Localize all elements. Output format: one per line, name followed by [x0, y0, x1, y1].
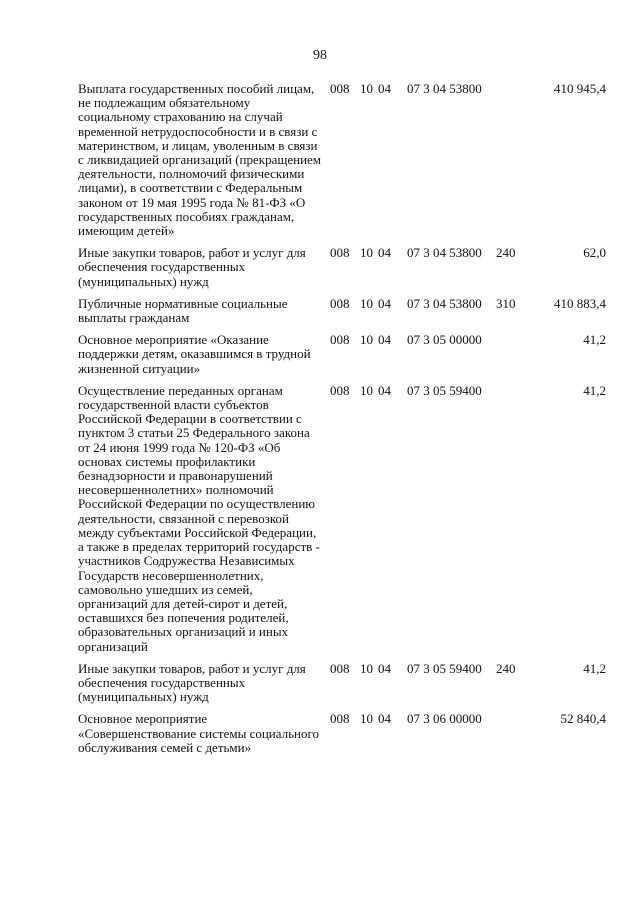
row-description: Выплата государственных пособий лицам, не подлежащим обязательному социальному страхованию на случай временной нетрудоспособности и в связи с материнством, и лицам, уволенным в связи с ликвидацией организаций (прекращением деятельности, полномочий физическими лицами), в соответствии с Федеральным законом от 19 мая 1995 года № 81-ФЗ «О государственных пособиях гражданам, имеющим детей» — [78, 81, 322, 239]
row-subsection-code: 04 — [378, 245, 391, 261]
row-subsection-code: 04 — [378, 295, 391, 311]
row-target-article: 07 3 05 00000 — [407, 332, 482, 348]
row-department-code: 008 — [330, 660, 350, 676]
row-target-article: 07 3 05 59400 — [407, 660, 482, 676]
table-row — [0, 712, 640, 755]
table-row — [0, 333, 640, 376]
row-target-article: 07 3 06 00000 — [407, 711, 482, 727]
row-department-code: 008 — [330, 245, 350, 261]
row-amount: 41,2 — [583, 660, 606, 676]
table-row — [0, 297, 640, 325]
row-expense-type: 310 — [496, 295, 516, 311]
row-expense-type: 240 — [496, 245, 516, 261]
row-subsection-code: 04 — [378, 382, 391, 398]
row-department-code: 008 — [330, 711, 350, 727]
row-target-article: 07 3 05 59400 — [407, 382, 482, 398]
row-department-code: 008 — [330, 332, 350, 348]
row-section-code: 10 — [360, 711, 373, 727]
row-description: Публичные нормативные социальные выплаты гражданам — [78, 295, 288, 326]
row-target-article: 07 3 04 53800 — [407, 81, 482, 96]
row-amount: 41,2 — [583, 382, 606, 398]
row-section-code: 10 — [360, 382, 373, 398]
page-number: 98 — [313, 48, 327, 63]
row-section-code: 10 — [360, 295, 373, 311]
row-section-code: 10 — [360, 81, 373, 96]
row-amount: 410 883,4 — [554, 295, 606, 311]
row-section-code: 10 — [360, 332, 373, 348]
row-department-code: 008 — [330, 81, 350, 96]
row-description: Иные закупки товаров, работ и услуг для обеспечения государственных (муниципальных) нужд — [78, 660, 306, 705]
row-subsection-code: 04 — [378, 81, 391, 96]
row-target-article: 07 3 04 53800 — [407, 295, 482, 311]
budget-table — [0, 82, 640, 763]
table-row — [0, 384, 640, 654]
row-amount: 62,0 — [583, 245, 606, 261]
row-description: Основное мероприятие «Совершенствование системы социального обслуживания семей с детьми» — [78, 711, 320, 755]
table-row — [0, 82, 640, 238]
row-department-code: 008 — [330, 295, 350, 311]
row-amount: 52 840,4 — [560, 711, 606, 727]
row-description: Иные закупки товаров, работ и услуг для обеспечения государственных (муниципальных) нужд — [78, 245, 306, 289]
row-expense-type: 240 — [496, 660, 516, 676]
row-section-code: 10 — [360, 660, 373, 676]
row-amount: 410 945,4 — [554, 81, 606, 96]
row-section-code: 10 — [360, 245, 373, 261]
table-row — [0, 246, 640, 289]
row-amount: 41,2 — [583, 332, 606, 348]
row-subsection-code: 04 — [378, 332, 391, 348]
row-department-code: 008 — [330, 382, 350, 398]
row-description: Осуществление переданных органам государственной власти субъектов Российской Федерации в соответствии с пунктом 3 статьи 25 Федерального закона от 24 июня 1999 года № 120-ФЗ «Об основах системы профилактики безнадзорности и правонарушений несовершеннолетних» полномочий Российской Федерации по осуществлению деятельности, связанной с перевозкой между субъектами Российской Федерации, а также в пределах территорий государств - участников Содружества Независимых Государств несовершеннолетних, самовольно ушедших из семей, организаций для детей-сирот и детей, оставшихся без попечения родителей, образовательных организаций и иных организаций — [78, 382, 320, 654]
table-row — [0, 662, 640, 705]
row-subsection-code: 04 — [378, 711, 391, 727]
row-subsection-code: 04 — [378, 660, 391, 676]
row-description: Основное мероприятие «Оказание поддержки детям, оказавшимся в трудной жизненной ситуации» — [78, 332, 311, 376]
row-target-article: 07 3 04 53800 — [407, 245, 482, 261]
